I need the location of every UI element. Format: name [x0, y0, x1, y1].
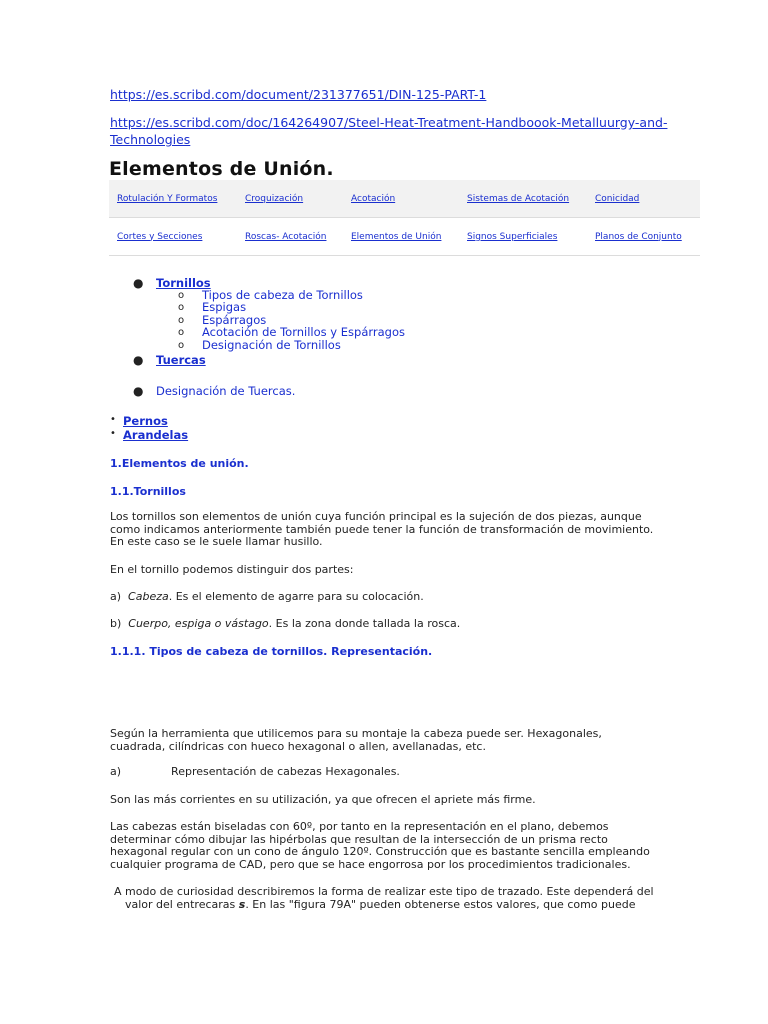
nav-croquizacion[interactable]: Croquización — [237, 180, 343, 218]
circle-bullet-icon: o — [178, 340, 185, 351]
outline-designacion-tornillos[interactable]: Designación de Tornillos — [202, 338, 341, 352]
outline-esparragos[interactable]: Espárragos — [202, 313, 267, 327]
circle-bullet-icon: o — [178, 302, 185, 313]
circle-bullet-icon: o — [178, 315, 185, 326]
bullet-icon: ● — [133, 276, 144, 290]
nav-sistemas-acotacion[interactable]: Sistemas de Acotación — [459, 180, 587, 218]
page-title: Elementos de Unión. — [109, 158, 334, 180]
bullet-icon: ● — [133, 353, 144, 367]
outline-acotacion-tornillos[interactable]: Acotación de Tornillos y Espárragos — [202, 325, 405, 339]
nav-rotulacion[interactable]: Rotulación Y Formatos — [109, 180, 237, 218]
nav-elementos-union[interactable]: Elementos de Unión — [343, 218, 459, 256]
outline-tuercas[interactable]: Tuercas — [156, 353, 206, 367]
outline-arandelas[interactable]: Arandelas — [123, 428, 189, 442]
circle-bullet-icon: o — [178, 327, 185, 338]
paragraph-corrientes: Son las más corrientes en su utilización, ya que ofrecen el apriete más firme. — [110, 793, 536, 806]
outline-designacion-tuercas[interactable]: Designación de Tuercas. — [156, 384, 296, 398]
outline-tipos-cabeza[interactable]: Tipos de cabeza de Tornillos — [202, 288, 363, 302]
nav-table — [109, 180, 700, 256]
link-din-125[interactable]: https://es.scribd.com/document/231377651/DIN-125-PART-1 — [110, 87, 487, 102]
paragraph-tornillos: Los tornillos son elementos de unión cuya función principal es la sujeción de dos piezas, aunque como indicamos anteriormente también puede tener la función de transformación de movimiento. En este caso se le suele llamar husillo. — [110, 510, 654, 549]
outline-espigas[interactable]: Espigas — [202, 300, 247, 314]
paragraph-biseladas: Las cabezas están biseladas con 60º, por tanto en la representación en el plano, debemos determinar cómo dibujar las hipérbolas que resultan de la intersección de un prisma recto hexagonal regular con un cono de ángulo 120º. Construcción que es bastante sencilla empleando cualquier programa de CAD, pero que se hace engorrosa por los procedimientos tradicionales. — [110, 820, 650, 871]
nav-acotacion[interactable]: Acotación — [343, 180, 459, 218]
item-cuerpo: b) Cuerpo, espiga o vástago. Es la zona donde tallada la rosca. — [110, 617, 461, 630]
section-heading-tornillos: 1.1.Tornillos — [110, 485, 186, 498]
circle-bullet-icon: o — [178, 290, 185, 301]
nav-roscas-acotacion[interactable]: Roscas- Acotación — [237, 218, 343, 256]
paragraph-curiosidad: A modo de curiosidad describiremos la forma de realizar este tipo de trazado. Este dependerá del valor del entrecaras s. En las "figura 79A" pueden obtenerse estos valores, que como puede — [114, 885, 654, 911]
nav-planos-conjunto[interactable]: Planos de Conjunto — [587, 218, 700, 256]
nav-cortes-secciones[interactable]: Cortes y Secciones — [109, 218, 237, 256]
bullet-icon: • — [110, 414, 116, 425]
section-heading-tipos-cabeza: 1.1.1. Tipos de cabeza de tornillos. Representación. — [110, 645, 433, 658]
outline-tornillos[interactable]: Tornillos — [156, 276, 211, 290]
item-cabeza: a) Cabeza. Es el elemento de agarre para su colocación. — [110, 590, 424, 603]
link-steel-heat-treatment[interactable]: https://es.scribd.com/doc/164264907/Steel-Heat-Treatment-Handboook-Metalluurgy-and- — [110, 115, 668, 130]
paragraph-partes: En el tornillo podemos distinguir dos partes: — [110, 563, 354, 576]
bullet-icon: • — [110, 428, 116, 439]
link-steel-heat-treatment-cont[interactable]: Technologies — [110, 132, 191, 147]
outline-pernos[interactable]: Pernos — [123, 414, 168, 428]
nav-signos-superficiales[interactable]: Signos Superficiales — [459, 218, 587, 256]
bullet-icon: ● — [133, 384, 144, 398]
paragraph-herramienta: Según la herramienta que utilicemos para su montaje la cabeza puede ser. Hexagonales, cuadrada, cilíndricas con hueco hexagonal o allen, avellanadas, etc. — [110, 727, 602, 753]
item-hexagonales: a) Representación de cabezas Hexagonales. — [110, 765, 400, 778]
section-heading-elementos: 1.Elementos de unión. — [110, 457, 249, 470]
nav-conicidad[interactable]: Conicidad — [587, 180, 700, 218]
